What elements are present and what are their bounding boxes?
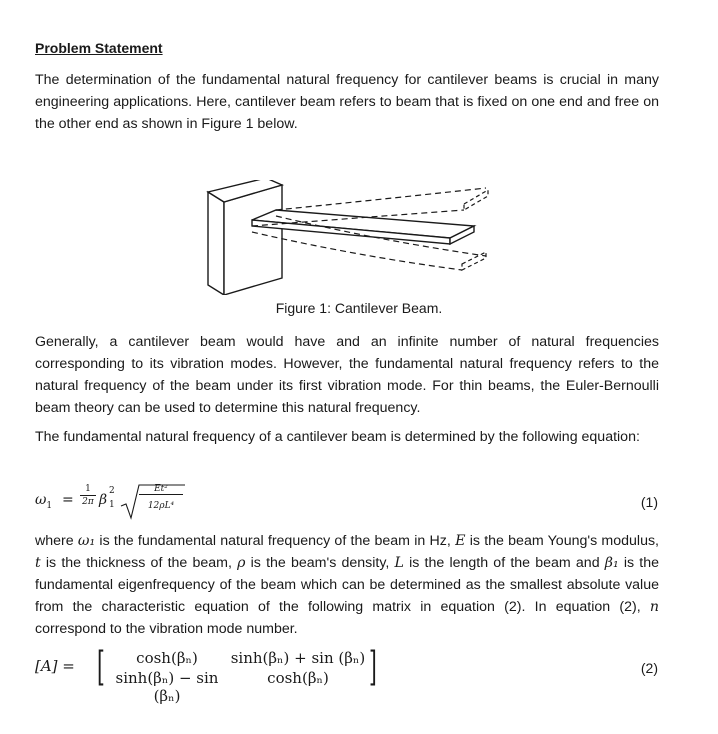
- cantilever-beam-figure: [206, 180, 496, 295]
- beta-subscript: 1: [109, 500, 115, 510]
- equation-1-number: (1): [640, 494, 658, 510]
- equation-1: [35, 482, 235, 522]
- deflected-up-end: [464, 190, 488, 210]
- square-root-icon: [119, 484, 141, 520]
- mode-number-symbol: n: [649, 599, 659, 615]
- root-denominator: 12ρL⁴: [147, 501, 175, 511]
- length-symbol: L: [394, 555, 404, 571]
- root-numerator: Et²: [139, 484, 183, 495]
- matrix-entry-22: cosh(βₙ): [267, 669, 329, 687]
- omega-inline: ω₁: [77, 533, 96, 549]
- equation-2-number: (2): [640, 660, 658, 676]
- beta-symbol: β: [99, 492, 108, 508]
- equals-sign: =: [62, 492, 74, 508]
- fraction-one-over-two-pi: $\frac{1}{2\pi}$: [80, 484, 96, 507]
- omega-symbol: $\omega_1$: [35, 492, 53, 511]
- wall-side-face: [224, 185, 282, 295]
- vibration-paragraph: Generally, a cantilever beam would have and an infinite number of natural frequencies corresponding to its vibration modes. However, the fundamental natural frequency refers to the natural frequency of the beam under its first vibration mode. For thin beams, the Euler-Bernoulli beam theory can be used to determine this natural frequency.: [35, 334, 659, 416]
- matrix-entry-11: cosh(βₙ): [136, 649, 198, 667]
- equation-2-matrix: [35, 644, 435, 705]
- definitions-paragraph: where ω₁ is the fundamental natural frequency of the beam in Hz, E is the beam Young's modulus, t is the thickness of the beam, ρ is the beam's density, L is the length of the beam and β₁ is the fundamental eigenfrequency of the beam which can be determined as the smallest absolute value from the characteristic equation of the following matrix in equation (2). In equation (2), n correspond to the vibration mode number.: [35, 533, 660, 637]
- thickness-symbol: t: [35, 555, 41, 571]
- wall-front-face: [208, 192, 224, 295]
- right-bracket: ]: [369, 644, 377, 690]
- figure-caption: Figure 1: Cantilever Beam.: [275, 300, 443, 316]
- deflected-up-top: [276, 188, 486, 210]
- problem-statement-heading: Problem Statement: [35, 40, 163, 56]
- density-symbol: ρ: [237, 555, 246, 571]
- beta-inline: β₁: [604, 555, 619, 571]
- equation-intro-paragraph: The fundamental natural frequency of a cantilever beam is determined by the following equation:: [35, 429, 640, 445]
- beta-superscript: 2: [109, 486, 115, 496]
- intro-paragraph: The determination of the fundamental natural frequency for cantilever beams is crucial in many engineering applications. Here, cantilever beam refers to beam that is fixed on one end and free on the other end as shown in Figure 1 below.: [35, 72, 659, 132]
- matrix-entry-21: sinh(βₙ) − sin (βₙ): [115, 669, 219, 705]
- cantilever-beam-icon: [206, 180, 496, 295]
- left-bracket: [: [97, 644, 105, 690]
- young-modulus-symbol: E: [455, 533, 466, 549]
- matrix-lhs: [A] =: [35, 657, 75, 675]
- matrix-entry-12: sinh(βₙ) + sin (βₙ): [230, 649, 366, 667]
